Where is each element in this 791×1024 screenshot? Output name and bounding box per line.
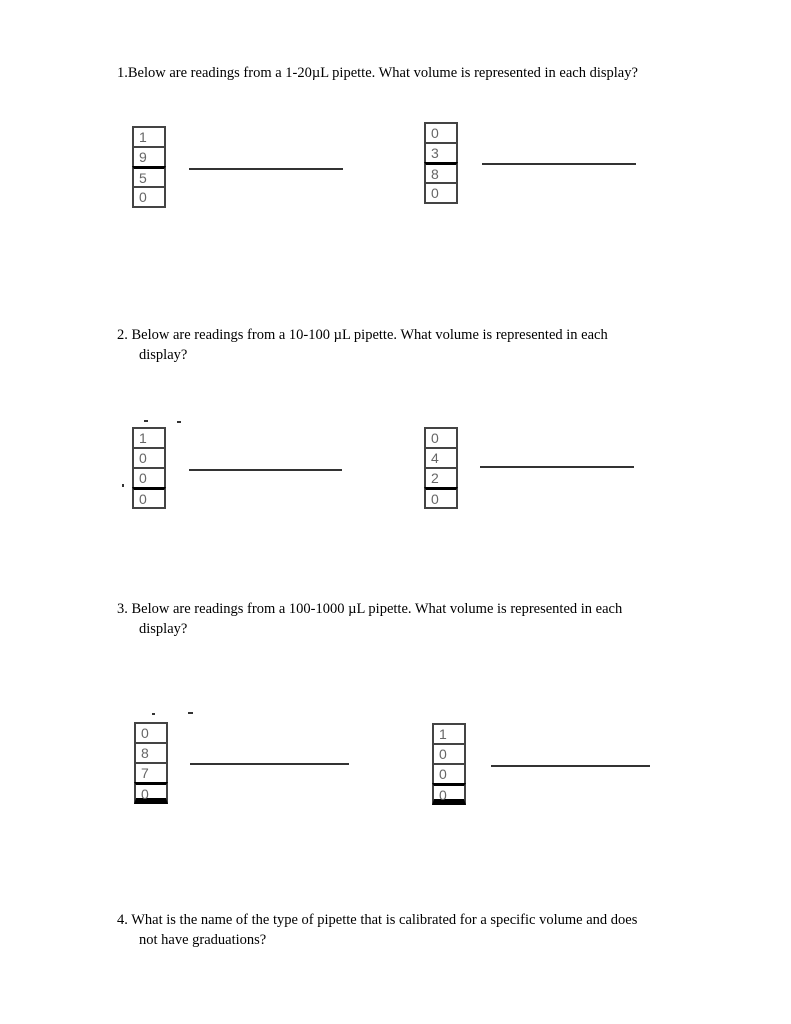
answer-line-1b[interactable]: [482, 163, 636, 165]
digit-cell: 9: [132, 146, 166, 168]
question-3: [117, 599, 707, 639]
digit-cell: 2: [424, 467, 458, 489]
question-1: [117, 63, 707, 83]
decorative-tick: [188, 712, 193, 714]
digit-cell: 0: [424, 182, 458, 204]
pipette-display-2b: [424, 427, 458, 509]
question-2-text: 2. Below are readings from a 10-100 µL pipette. What volume is represented in each: [117, 327, 608, 343]
digit-cell: 3: [424, 142, 458, 164]
digit-cell: 0: [132, 467, 166, 489]
decorative-tick: [144, 420, 148, 422]
digit-cell: 7: [134, 762, 168, 784]
question-2: [117, 325, 707, 365]
decorative-tick: [122, 484, 124, 487]
decorative-tick: [177, 421, 181, 423]
question-4: [117, 910, 707, 950]
question-3-text-cont: display?: [139, 621, 188, 637]
answer-line-1a[interactable]: [189, 168, 343, 170]
digit-cell: 0: [424, 487, 458, 509]
answer-line-3b[interactable]: [491, 765, 650, 767]
digit-cell: 4: [424, 447, 458, 469]
digit-cell: 1: [132, 126, 166, 148]
question-4-text-cont: not have graduations?: [139, 932, 267, 948]
digit-cell: 0: [134, 722, 168, 744]
digit-cell: 0: [424, 427, 458, 449]
digit-cell: 0: [424, 122, 458, 144]
question-1-text: 1.Below are readings from a 1-20µL pipette. What volume is represented in each display?: [117, 65, 638, 81]
answer-line-2a[interactable]: [189, 469, 342, 471]
digit-cell: 1: [432, 723, 466, 745]
decorative-tick: [152, 713, 155, 715]
digit-cell: 0: [132, 447, 166, 469]
digit-cell: 0: [432, 763, 466, 785]
pipette-display-3b: [432, 723, 466, 805]
pipette-display-3a: [134, 722, 168, 804]
question-4-text: 4. What is the name of the type of pipette that is calibrated for a specific volume and does: [117, 912, 638, 928]
digit-cell: 0: [432, 783, 466, 805]
question-2-text-cont: display?: [139, 347, 188, 363]
answer-line-3a[interactable]: [190, 763, 349, 765]
digit-cell: 5: [132, 166, 166, 188]
digit-cell: 8: [424, 162, 458, 184]
question-3-text: 3. Below are readings from a 100-1000 µL pipette. What volume is represented in each: [117, 601, 623, 617]
pipette-display-1b: [424, 122, 458, 204]
pipette-display-1a: [132, 126, 166, 208]
digit-cell: 0: [132, 186, 166, 208]
digit-cell: 8: [134, 742, 168, 764]
answer-line-2b[interactable]: [480, 466, 634, 468]
digit-cell: 1: [132, 427, 166, 449]
digit-cell: 0: [134, 782, 168, 804]
pipette-display-2a: [132, 427, 166, 509]
digit-cell: 0: [432, 743, 466, 765]
digit-cell: 0: [132, 487, 166, 509]
